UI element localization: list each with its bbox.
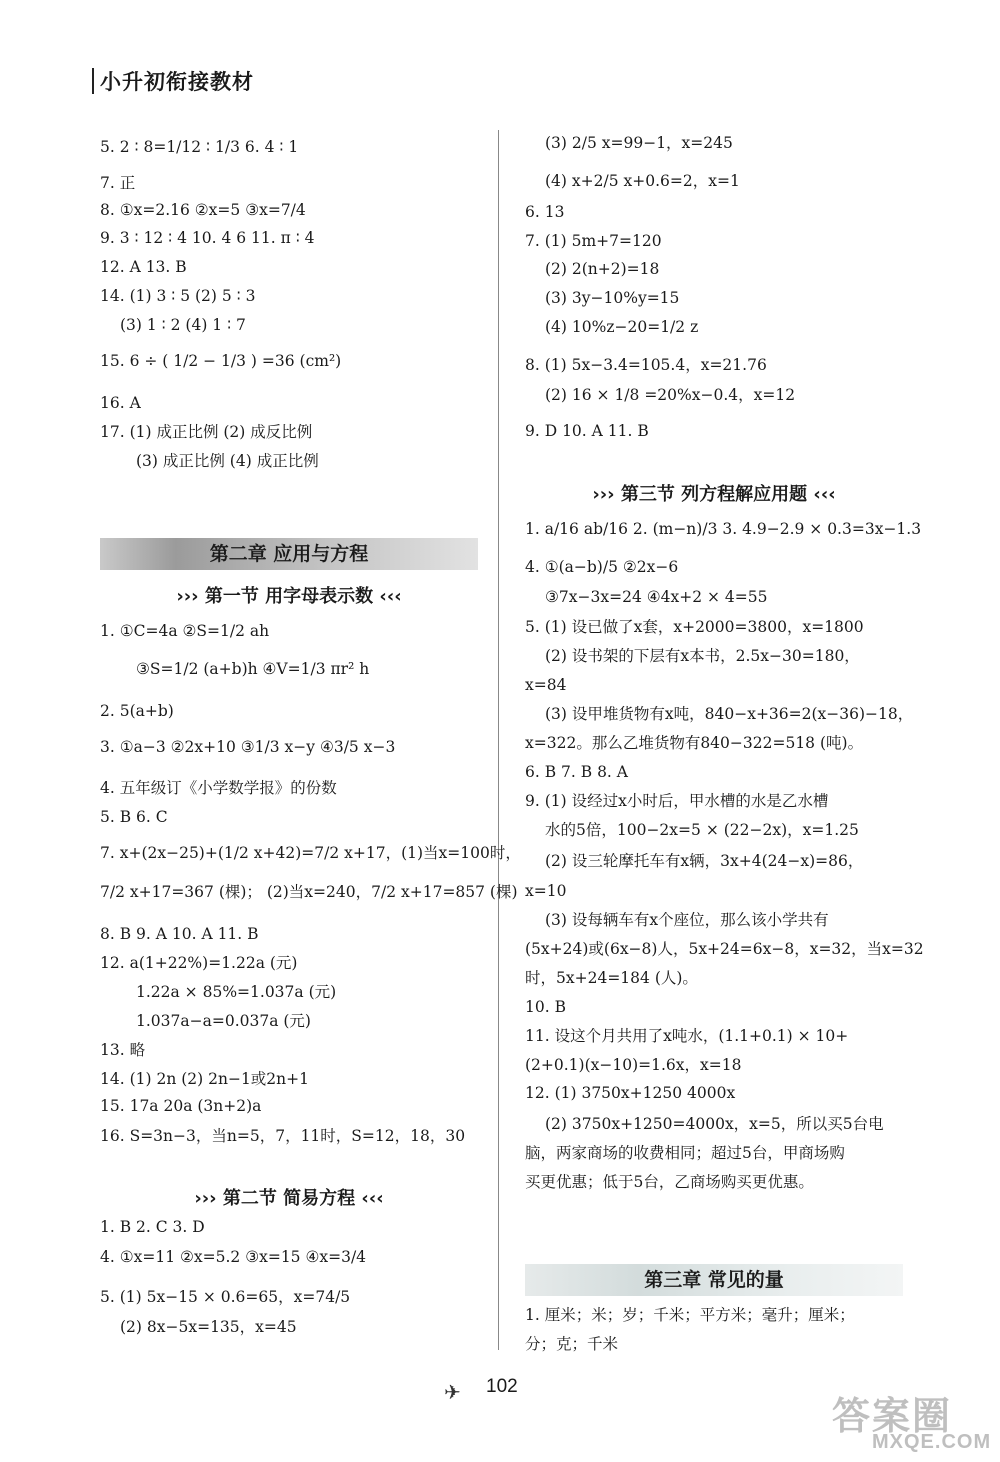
answer-line: 1. 厘米；米；岁；千米；平方米；毫升；厘米； [525, 1306, 855, 1324]
answer-line: ③S=1/2 (a+b)h ④V=1/3 πr² h [136, 660, 370, 678]
answer-line: 1.22a × 85%=1.037a (元) [136, 983, 337, 1001]
answer-line: 4. ①(a−b)/5 ②2x−6 [525, 558, 679, 576]
answer-line: 8. (1) 5x−3.4=105.4，x=21.76 [525, 356, 767, 374]
answer-line: 1.037a−a=0.037a (元) [136, 1012, 311, 1030]
answer-line: 10. B [525, 998, 566, 1016]
watermark [832, 1385, 992, 1455]
answer-line: (4) x+2/5 x+0.6=2，x=1 [545, 172, 740, 190]
answer-line: (2) 2(n+2)=18 [545, 260, 660, 278]
answer-line: 5. (1) 设已做了x套，x+2000=3800，x=1800 [525, 618, 864, 636]
answer-line: 水的5倍，100−2x=5 × (22−2x)，x=1.25 [545, 821, 859, 839]
answer-line: 2. 5(a+b) [100, 702, 174, 720]
answer-line: 12. a(1+22%)=1.22a (元) [100, 954, 298, 972]
answer-line: 5. 2 ∶ 8=1/12 ∶ 1/3 6. 4 ∶ 1 [100, 138, 299, 156]
answer-line: 14. (1) 3 ∶ 5 (2) 5 ∶ 3 [100, 287, 256, 305]
answer-line: 5. B 6. C [100, 808, 168, 826]
answer-line: (3) 1 ∶ 2 (4) 1 ∶ 7 [120, 316, 246, 334]
chapter-three-banner: 第三章 常见的量 [525, 1264, 903, 1296]
answer-line: 16. S=3n−3，当n=5，7，11时，S=12，18，30 [100, 1127, 466, 1145]
answer-line: 5. (1) 5x−15 × 0.6=65，x=74/5 [100, 1288, 351, 1306]
answer-line: 1. B 2. C 3. D [100, 1218, 205, 1236]
answer-line: 7. 正 [100, 174, 136, 192]
answer-line: 分；克；千米 [525, 1335, 619, 1353]
answer-line: 9. 3 ∶ 12 ∶ 4 10. 4 6 11. π ∶ 4 [100, 229, 315, 247]
watermark-line2: MXQE.COM [872, 1431, 992, 1453]
answer-line: 8. ①x=2.16 ②x=5 ③x=7/4 [100, 201, 306, 219]
column-divider [498, 130, 499, 1350]
answer-line: 6. B 7. B 8. A [525, 763, 628, 781]
answer-line: 时，5x+24=184 (人)。 [525, 969, 698, 987]
answer-line: (3) 设每辆车有x个座位，那么该小学共有 [545, 911, 829, 929]
answer-line: x=322。那么乙堆货物有840−322=518 (吨)。 [525, 734, 864, 752]
answer-line: 16. A [100, 394, 141, 412]
answer-line: 买更优惠；低于5台，乙商场购买更优惠。 [525, 1173, 814, 1191]
answer-line: 13. 略 [100, 1041, 146, 1059]
chapter-two-banner: 第二章 应用与方程 [100, 538, 478, 570]
answer-line: x=10 [525, 882, 567, 900]
watermark-line1: 答案圈 [832, 1396, 953, 1438]
answer-line: 1. a/16 ab/16 2. (m−n)/3 3. 4.9−2.9 × 0.3=3x−1.3 [525, 520, 922, 538]
answer-line: (2) 3750x+1250=4000x，x=5，所以买5台电 [545, 1115, 884, 1133]
answer-line: 17. (1) 成正比例 (2) 成反比例 [100, 423, 313, 441]
answer-line: (3) 3y−10%y=15 [545, 289, 680, 307]
answer-line: 9. D 10. A 11. B [525, 422, 649, 440]
answer-line: (4) 10%z−20=1/2 z [545, 318, 699, 336]
answer-line: 11. 设这个月共用了x吨水，(1.1+0.1) × 10+ [525, 1027, 849, 1045]
book-title: 小升初衔接教材 [100, 66, 254, 96]
answer-line: 15. 17a 20a (3n+2)a [100, 1097, 262, 1115]
answer-line: 脑，两家商场的收费相同；超过5台，甲商场购 [525, 1144, 845, 1162]
answer-line: (2) 设三轮摩托车有x辆，3x+4(24−x)=86， [545, 852, 864, 870]
answer-line: 4. ①x=11 ②x=5.2 ③x=15 ④x=3/4 [100, 1248, 367, 1266]
answer-line: 7. x+(2x−25)+(1/2 x+42)=7/2 x+17，(1)当x=100时， [100, 844, 521, 862]
answer-line: 9. (1) 设经过x小时后，甲水槽的水是乙水槽 [525, 792, 829, 810]
answer-line: 12. (1) 3750x+1250 4000x [525, 1084, 736, 1102]
answer-line: (3) 成正比例 (4) 成正比例 [136, 452, 319, 470]
answer-line: 7/2 x+17=367 (棵)； (2)当x=240，7/2 x+17=857 (棵) [100, 883, 518, 901]
page-number: 102 [486, 1376, 518, 1397]
answer-line: 15. 6 ÷ ( 1/2 − 1/3 ) =36 (cm²) [100, 352, 342, 370]
answer-line: (3) 2/5 x=99−1，x=245 [545, 134, 733, 152]
section-three-heading: ››› 第三节 列方程解应用题 ‹‹‹ [592, 484, 836, 505]
section-two-heading: ››› 第二节 简易方程 ‹‹‹ [194, 1188, 384, 1209]
answer-line: (5x+24)或(6x−8)人，5x+24=6x−8，x=32，当x=32 [525, 940, 924, 958]
publisher-logo-icon: ✈ [444, 1380, 461, 1404]
answer-line: (3) 设甲堆货物有x吨，840−x+36=2(x−36)−18， [545, 705, 914, 723]
answer-line: 12. A 13. B [100, 258, 187, 276]
answer-line: 14. (1) 2n (2) 2n−1或2n+1 [100, 1070, 310, 1088]
answer-line: 7. (1) 5m+7=120 [525, 232, 662, 250]
answer-line: 8. B 9. A 10. A 11. B [100, 925, 259, 943]
answer-line: ③7x−3x=24 ④4x+2 × 4=55 [545, 588, 768, 606]
answer-line: 4. 五年级订《小学数学报》的份数 [100, 779, 337, 797]
answer-line: (2+0.1)(x−10)=1.6x，x=18 [525, 1056, 742, 1074]
answer-line: 6. 13 [525, 203, 565, 221]
section-one-heading: ››› 第一节 用字母表示数 ‹‹‹ [176, 586, 402, 607]
answer-line: (2) 8x−5x=135，x=45 [120, 1318, 297, 1336]
answer-line: (2) 16 × 1/8 =20%x−0.4，x=12 [545, 386, 796, 404]
answer-line: 3. ①a−3 ②2x+10 ③1/3 x−y ④3/5 x−3 [100, 738, 396, 756]
answer-line: 1. ①C=4a ②S=1/2 ah [100, 622, 270, 640]
answer-line: (2) 设书架的下层有x本书，2.5x−30=180， [545, 647, 860, 665]
answer-line: x=84 [525, 676, 567, 694]
